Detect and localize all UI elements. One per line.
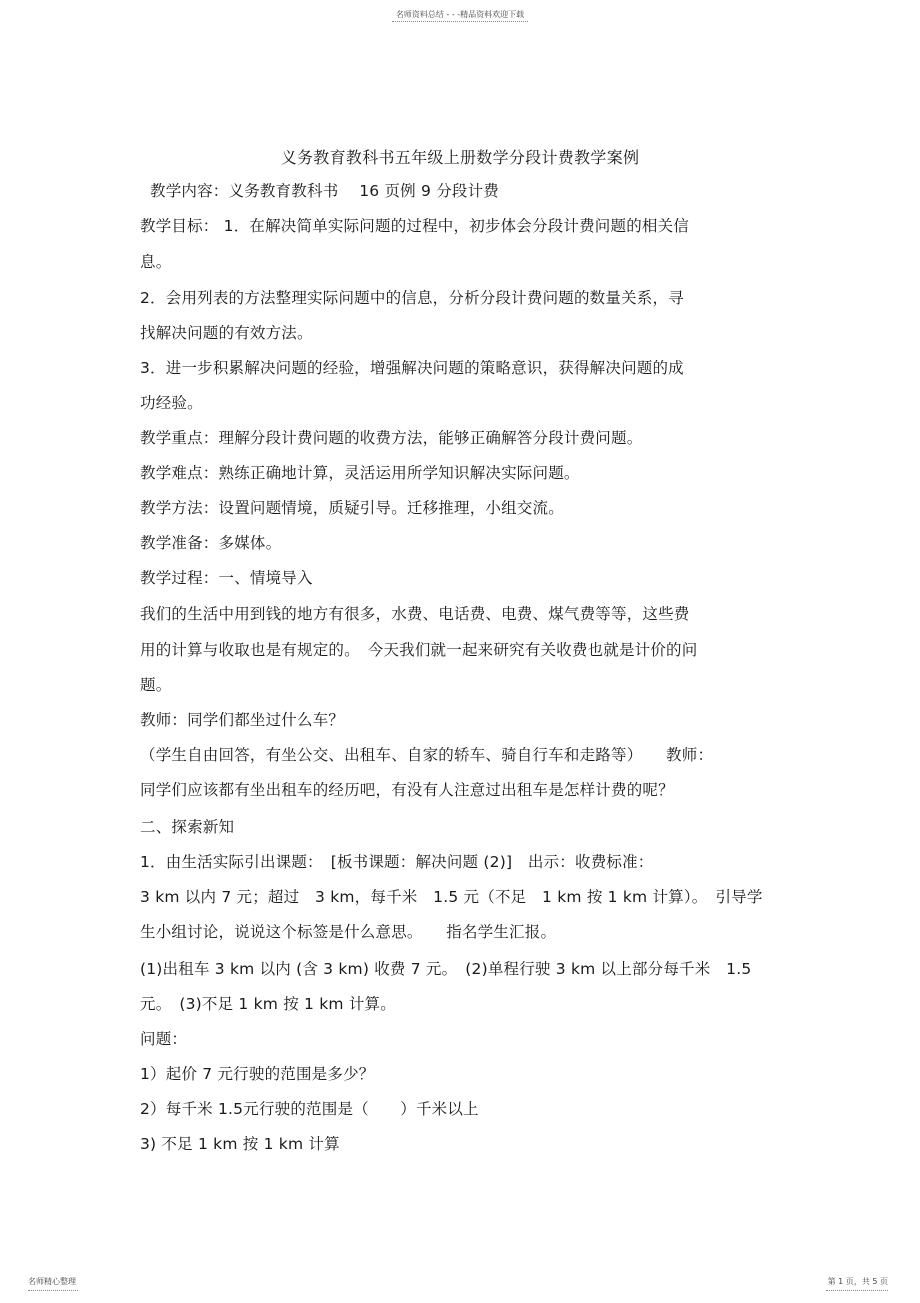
line-topic-intro: 1．由生活实际引出课题： [板书课题：解决问题 (2)] 出示：收费标准： [140, 853, 654, 871]
footer-left-note: 名师精心整理 [28, 1277, 76, 1286]
line-objective-1a: 教学目标： 1．在解决简单实际问题的过程中，初步体会分段计费问题的相关信 [140, 217, 689, 235]
line-question-3: 3) 不足 1 km 按 1 km 计算 [140, 1135, 340, 1153]
page-number: 第 1 页，共 5 页 [827, 1277, 888, 1286]
line-question-1: 1）起价 7 元行驶的范围是多少？ [140, 1065, 375, 1083]
line-objective-2b: 找解决问题的有效方法。 [140, 324, 313, 342]
line-teaching-content: 教学内容：义务教育教科书 16 页例 9 分段计费 [150, 182, 499, 200]
line-key-point: 教学重点：理解分段计费问题的收费方法，能够正确解答分段计费问题。 [140, 429, 643, 447]
line-teacher-question: 教师：同学们都坐过什么车？ [140, 711, 345, 729]
line-rules-2: 元。 (3)不足 1 km 按 1 km 计算。 [140, 995, 396, 1013]
line-question-2: 2）每千米 1.5元行驶的范围是（ ）千米以上 [140, 1100, 479, 1118]
line-objective-1b: 息。 [140, 253, 172, 271]
line-intro-1: 我们的生活中用到钱的地方有很多，水费、电话费、电费、煤气费等等，这些费 [140, 605, 690, 623]
line-process-heading: 教学过程：一、情境导入 [140, 569, 313, 587]
footer-left-dotted-rule [28, 1290, 78, 1291]
line-intro-3: 题。 [140, 676, 172, 694]
line-group-discussion: 生小组讨论，说说这个标签是什么意思。 指名学生汇报。 [140, 923, 557, 941]
line-objective-3b: 功经验。 [140, 394, 203, 412]
line-objective-2a: 2．会用列表的方法整理实际问题中的信息，分析分段计费问题的数量关系，寻 [140, 289, 684, 307]
footer-right-dotted-rule [826, 1290, 888, 1291]
line-method: 教学方法：设置问题情境，质疑引导。迁移推理，小组交流。 [140, 499, 564, 517]
line-rules-1: (1)出租车 3 km 以内 (含 3 km) 收费 7 元。 (2)单程行驶 3 km 以上部分每千米 1.5 [140, 960, 752, 978]
line-teacher-taxi: 同学们应该都有坐出租车的经历吧，有没有人注意过出租车是怎样计费的呢？ [140, 781, 674, 799]
line-objective-3a: 3．进一步积累解决问题的经验，增强解决问题的策略意识，获得解决问题的成 [140, 359, 684, 377]
page-header: 名师资料总结 - - -精品资料欢迎下载 [395, 10, 525, 19]
header-dotted-rule [392, 21, 528, 24]
document-title: 义务教育教科书五年级上册数学分段计费教学案例 [280, 148, 640, 167]
line-intro-2: 用的计算与收取也是有规定的。 今天我们就一起来研究有关收费也就是计价的问 [140, 641, 698, 659]
line-questions-heading: 问题： [140, 1030, 188, 1048]
line-section-explore: 二、探索新知 [140, 818, 235, 836]
line-preparation: 教学准备：多媒体。 [140, 534, 282, 552]
line-student-answer: （学生自由回答，有坐公交、出租车、自家的轿车、骑自行车和走路等） 教师： [140, 746, 714, 764]
line-difficulty: 教学难点：熟练正确地计算，灵活运用所学知识解决实际问题。 [140, 464, 580, 482]
line-fare-standard: 3 km 以内 7 元；超过 3 km，每千米 1.5 元（不足 1 km 按 1 km 计算）。 引导学 [140, 888, 763, 906]
